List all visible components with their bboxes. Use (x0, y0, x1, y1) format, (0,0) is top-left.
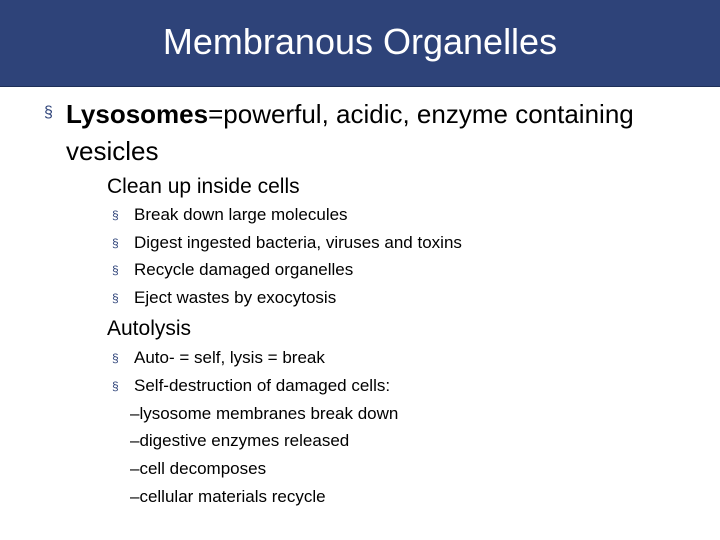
list-item-text: Eject wastes by exocytosis (134, 288, 337, 307)
bullet-icon: § (112, 263, 119, 277)
bullet-icon: § (112, 351, 119, 365)
section-heading-clean-up: Clean up inside cells (107, 175, 300, 198)
bullet-icon: § (112, 208, 119, 222)
bullet-icon: § (44, 104, 53, 121)
main-bullet-text (44, 96, 694, 170)
bullet-icon: § (112, 379, 119, 393)
list-item-text: Break down large molecules (134, 205, 348, 224)
sub-list-item: –cellular materials recycle (130, 487, 326, 506)
bullet-icon: § (112, 236, 119, 250)
sub-list-item: –lysosome membranes break down (130, 404, 399, 423)
main-bullet-bold: Lysosomes (66, 99, 209, 129)
list-item-text: Self-destruction of damaged cells: (134, 376, 391, 395)
sub-list-item: –digestive enzymes released (130, 431, 350, 450)
list-item-text: Digest ingested bacteria, viruses and toxins (134, 233, 462, 252)
list-item-text: Recycle damaged organelles (134, 260, 354, 279)
bullet-icon: § (112, 291, 119, 305)
main-bullet-rest: =powerful, acidic, enzyme containing vesicles (66, 99, 634, 166)
list-item-text: Auto- = self, lysis = break (134, 348, 325, 367)
sub-list-item: –cell decomposes (130, 459, 267, 478)
section-heading-autolysis: Autolysis (107, 317, 192, 340)
slide-title: Membranous Organelles (162, 21, 558, 62)
main-bullet (44, 96, 694, 170)
